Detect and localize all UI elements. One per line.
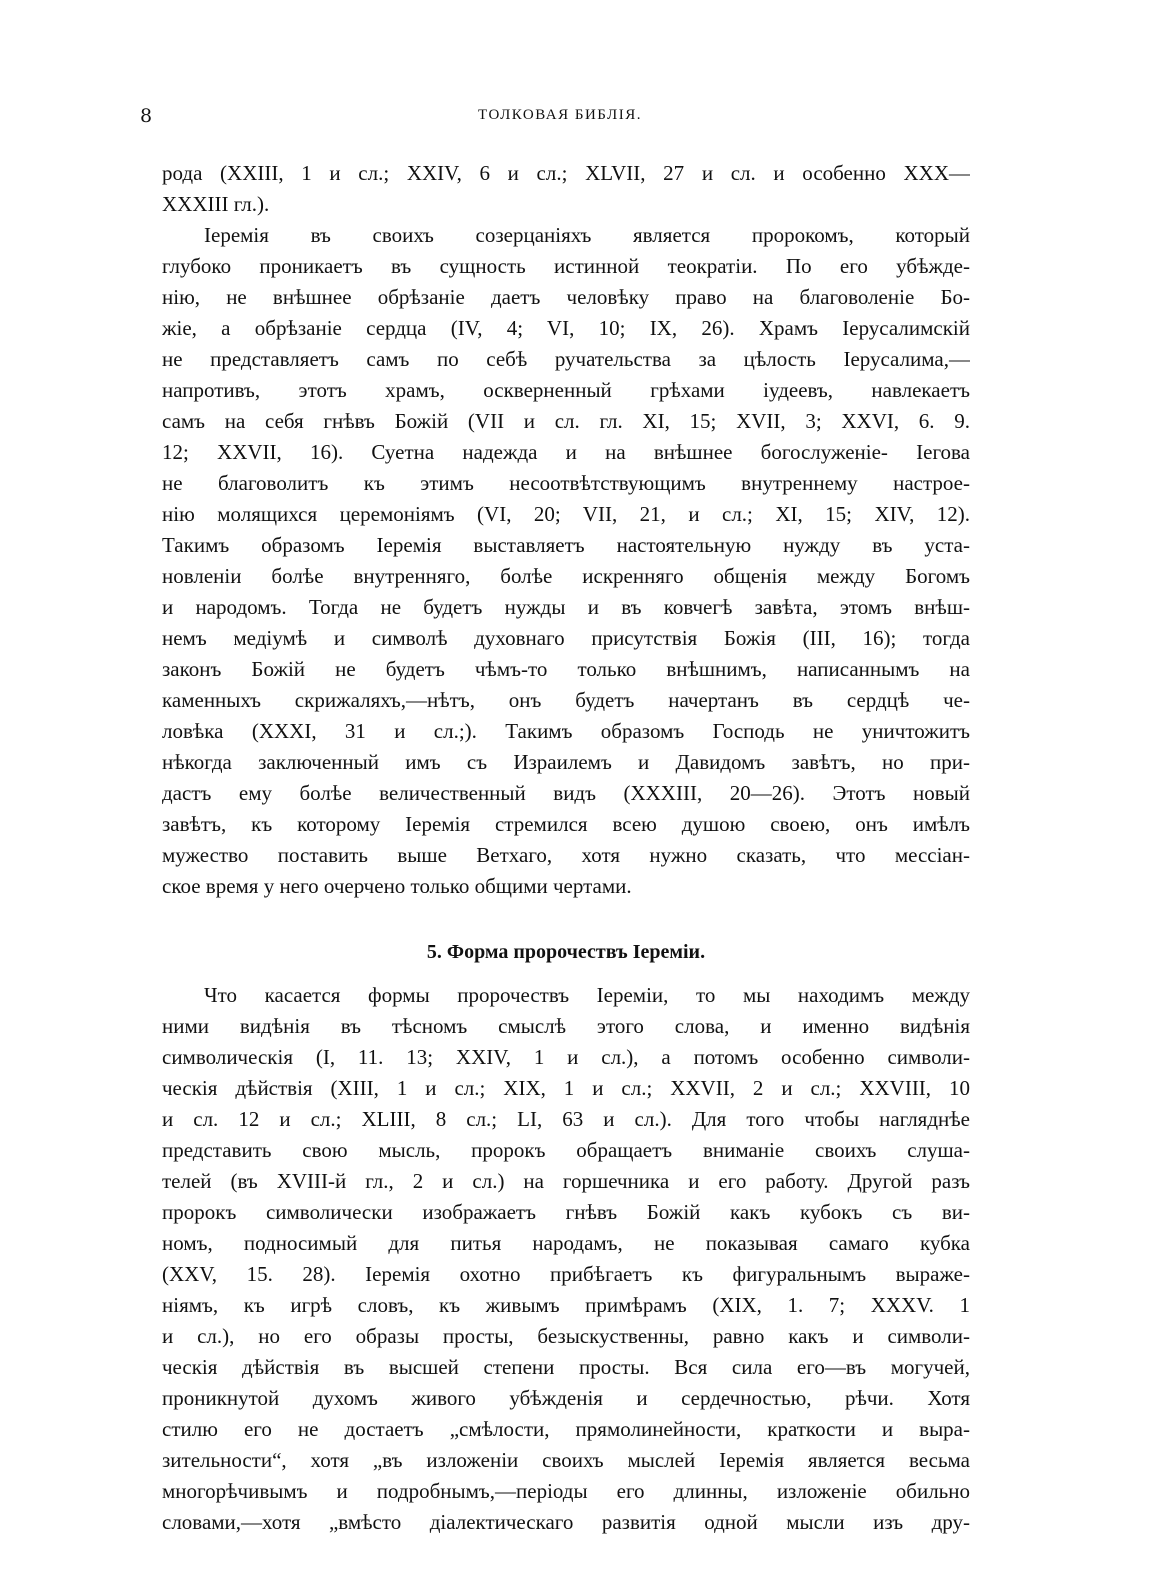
- section-heading: 5. Форма пророчествъ Іереміи.: [426, 941, 706, 963]
- text-line: стилю его не достаетъ „смѣлости, прямолинейности, краткости и выра-: [162, 1417, 970, 1441]
- text-line: напротивъ, этотъ храмъ, оскверненный грѣхами іудеевъ, навлекаетъ: [162, 378, 970, 402]
- text-line: многорѣчивымъ и подробнымъ,—періоды его длинны, изложеніе обильно: [162, 1479, 970, 1503]
- text-line: рода (XXIII, 1 и сл.; XXIV, 6 и сл.; XLVII, 27 и сл. и особенно XXX—: [162, 161, 970, 185]
- text-line: и сл.), но его образы просты, безыскуственны, равно какъ и символи-: [162, 1324, 970, 1348]
- text-line: Такимъ образомъ Іеремія выставляетъ настоятельную нужду въ уста-: [162, 533, 970, 557]
- text-line: жіе, а обрѣзаніе сердца (IV, 4; VI, 10; IX, 26). Храмъ Іерусалимскій: [162, 316, 970, 340]
- section-spacer: [162, 902, 970, 932]
- text-line: символическія (I, 11. 13; XXIV, 1 и сл.), а потомъ особенно символи-: [162, 1045, 970, 1069]
- text-line: 12; XXVII, 16). Суетна надежда и на внѣшнее богослуженіе- Іегова: [162, 440, 970, 464]
- text-line: нѣкогда заключенный имъ съ Израилемъ и Давидомъ завѣтъ, но при-: [162, 750, 970, 774]
- text-line: нію, не внѣшнее обрѣзаніе даетъ человѣку право на благоволеніе Бо-: [162, 285, 970, 309]
- paragraph-3: [162, 980, 970, 1538]
- text-line: проникнутой духомъ живого убѣжденія и сердечностью, рѣчи. Хотя: [162, 1386, 970, 1410]
- running-head: [140, 105, 980, 135]
- paragraph-2: [162, 220, 970, 902]
- text-line: каменныхъ скрижаляхъ,—нѣтъ, онъ будетъ начертанъ въ сердцѣ че-: [162, 688, 970, 712]
- text-line: телей (въ XVIII-й гл., 2 и сл.) на горшечника и его работу. Другой разъ: [162, 1169, 970, 1193]
- text-line: ними видѣнія въ тѣсномъ смыслѣ этого слова, и именно видѣнія: [162, 1014, 970, 1038]
- text-line: зительности“, хотя „въ изложеніи своихъ мыслей Іеремія является весьма: [162, 1448, 970, 1472]
- text-line: словами,—хотя „вмѣсто діалектическаго развитія одной мысли изъ дру-: [162, 1510, 970, 1534]
- text-line: ческія дѣйствія въ высшей степени просты. Вся сила его—въ могучей,: [162, 1355, 970, 1379]
- text-line: ловѣка (XXXI, 31 и сл.;). Такимъ образомъ Господь не уничтожитъ: [162, 719, 970, 743]
- text-line: Что касается формы пророчествъ Іереміи, то мы находимъ между: [204, 983, 970, 1007]
- text-line: новленіи болѣе внутренняго, болѣе искренняго общенія между Богомъ: [162, 564, 970, 588]
- text-line: номъ, подносимый для питья народамъ, не показывая самаго кубка: [162, 1231, 970, 1255]
- text-line: завѣтъ, къ которому Іеремія стремился всею душою своею, онъ имѣлъ: [162, 812, 970, 836]
- text-line: и сл. 12 и сл.; XLIII, 8 сл.; LI, 63 и сл.). Для того чтобы нагляднѣе: [162, 1107, 970, 1131]
- text-line: дастъ ему болѣе величественный видъ (XXXIII, 20—26). Этотъ новый: [162, 781, 970, 805]
- text-line: ніямъ, къ игрѣ словъ, къ живымъ примѣрамъ (XIX, 1. 7; XXXV. 1: [162, 1293, 970, 1317]
- text-line: не представляетъ самъ по себѣ ручательства за цѣлость Іерусалима,—: [162, 347, 970, 371]
- body-text: [162, 158, 970, 1538]
- text-line: (XXV, 15. 28). Іеремія охотно прибѣгаетъ къ фигуральнымъ выраже-: [162, 1262, 970, 1286]
- text-line: пророкъ символически изображаетъ гнѣвъ Божій какъ кубокъ съ ви-: [162, 1200, 970, 1224]
- text-line: глубоко проникаетъ въ сущность истинной теократіи. По его убѣжде-: [162, 254, 970, 278]
- text-line: XXXIII гл.).: [162, 192, 270, 216]
- text-line: самъ на себя гнѣвъ Божій (VII и сл. гл. XI, 15; XVII, 3; XXVI, 6. 9.: [162, 409, 970, 433]
- text-line: ское время у него очерчено только общими чертами.: [162, 874, 632, 898]
- text-line: мужество поставить выше Ветхаго, хотя нужно сказать, что мессіан-: [162, 843, 970, 867]
- text-line: ческія дѣйствія (XIII, 1 и сл.; XIX, 1 и сл.; XXVII, 2 и сл.; XXVIII, 10: [162, 1076, 970, 1100]
- running-title: ТОЛКОВАЯ БИБЛІЯ.: [478, 107, 642, 123]
- text-line: нію молящихся церемоніямъ (VI, 20; VII, 21, и сл.; XI, 15; XIV, 12).: [162, 502, 970, 526]
- text-line: представить свою мысль, пророкъ обращаетъ вниманіе своихъ слуша-: [162, 1138, 970, 1162]
- text-line: и народомъ. Тогда не будетъ нужды и въ ковчегѣ завѣта, этомъ внѣш-: [162, 595, 970, 619]
- paragraph-1: [162, 158, 970, 220]
- text-line: не благоволитъ къ этимъ несоотвѣтствующимъ внутреннему настрое-: [162, 471, 970, 495]
- page-number: 8: [140, 105, 153, 127]
- text-line: законъ Божій не будетъ чѣмъ-то только внѣшнимъ, написаннымъ на: [162, 657, 970, 681]
- text-line: Іеремія въ своихъ созерцаніяхъ является пророкомъ, который: [204, 223, 970, 247]
- text-line: немъ медіумѣ и символѣ духовнаго присутствія Божія (III, 16); тогда: [162, 626, 970, 650]
